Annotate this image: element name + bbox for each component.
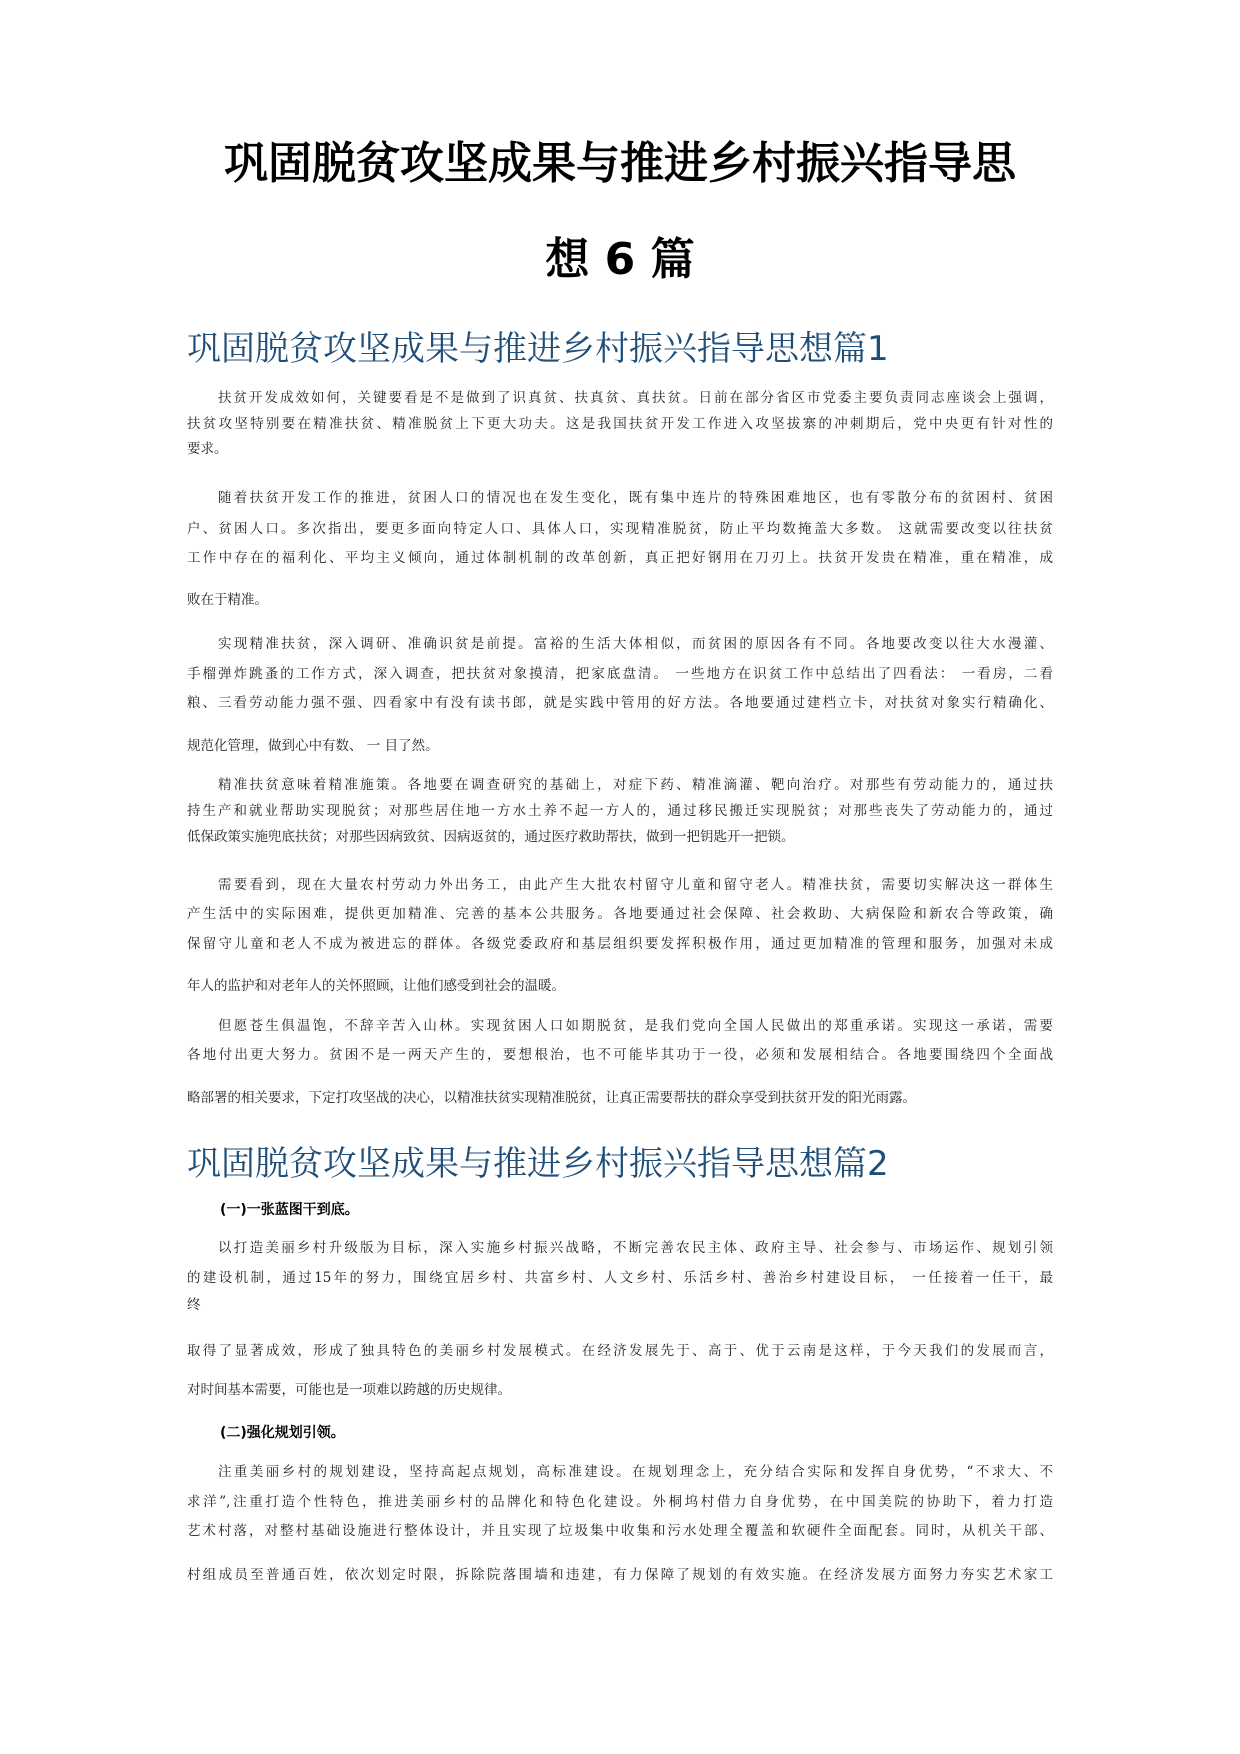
paragraph-line: 产生活中的实际困难，提供更加精准、完善的基本公共服务。各地要通过社会保障、社会救助、大病保险和新农合等政策，确 — [187, 906, 1053, 922]
section-2-heading: 巩固脱贫攻坚成果与推进乡村振兴指导思想篇2 — [187, 1144, 889, 1184]
paragraph-line: 村组成员至普通百姓，依次划定时限，拆除院落围墙和违建，有力保障了规划的有效实施。在经济发展方面努力夯实艺术家工 — [187, 1567, 1053, 1583]
paragraph-line: 户、贫困人口。多次指出，要更多面向特定人口、具体人口，实现精准脱贫，防止平均数掩盖大多数。 这就需要改变以往扶贫 — [187, 521, 1053, 537]
paragraph-line: 扶贫开发成效如何，关键要看是不是做到了识真贫、扶真贫、真扶贫。日前在部分省区市党委主要负责同志座谈会上强调， — [218, 390, 1053, 406]
paragraph-line: 持生产和就业帮助实现脱贫；对那些居住地一方水土养不起一方人的，通过移民搬迁实现脱贫；对那些丧失了劳动能力的，通过 — [187, 803, 1053, 819]
paragraph-line: 以打造美丽乡村升级版为目标，深入实施乡村振兴战略，不断完善农民主体、政府主导、社会参与、市场运作、规划引领 — [218, 1240, 1053, 1256]
paragraph-line: 精准扶贫意味着精准施策。各地要在调查研究的基础上，对症下药、精准滴灌、靶向治疗。对那些有劳动能力的，通过扶 — [218, 777, 1053, 793]
paragraph-line: 败在于精准。 — [187, 592, 268, 608]
paragraph-line: 求洋”,注重打造个性特色，推进美丽乡村的品牌化和特色化建设。外桐坞村借力自身优势，在中国美院的协助下，着力打造 — [187, 1494, 1053, 1510]
subheading-1: (一)一张蓝图干到底。 — [220, 1202, 359, 1218]
paragraph-line: 注重美丽乡村的规划建设，坚持高起点规划，高标准建设。在规划理念上，充分结合实际和发挥自身优势，“不求大、不 — [218, 1464, 1053, 1480]
paragraph-line: 工作中存在的福利化、平均主义倾向，通过体制机制的改革创新，真正把好钢用在刀刃上。扶贫开发贵在精准，重在精准，成 — [187, 550, 1053, 566]
paragraph-line: 年人的监护和对老年人的关怀照顾，让他们感受到社会的温暖。 — [187, 978, 565, 994]
paragraph-line: 要求。 — [187, 441, 228, 457]
paragraph-line: 随着扶贫开发工作的推进，贫困人口的情况也在发生变化，既有集中连片的特殊困难地区，也有零散分布的贫困村、贫困 — [218, 490, 1053, 506]
paragraph-line: 需要看到，现在大量农村劳动力外出务工，由此产生大批农村留守儿童和留守老人。精准扶贫，需要切实解决这一群体生 — [218, 877, 1053, 893]
paragraph-line: 手榴弹炸跳蚤的工作方式，深入调查，把扶贫对象摸清，把家底盘清。 一些地方在识贫工作中总结出了四看法： 一看房，二看 — [187, 666, 1053, 682]
paragraph-line: 终 — [187, 1297, 201, 1313]
paragraph-line: 的建设机制，通过15年的努力，围绕宜居乡村、共富乡村、人文乡村、乐活乡村、善治乡村建设目标， 一任接着一任干，最 — [187, 1270, 1053, 1286]
paragraph-line: 略部署的相关要求，下定打攻坚战的决心，以精准扶贫实现精准脱贫，让真正需要帮扶的群众享受到扶贫开发的阳光雨露。 — [187, 1090, 916, 1106]
document-title-line-2: 想 6 篇 — [545, 234, 695, 285]
paragraph-line: 取得了显著成效，形成了独具特色的美丽乡村发展模式。在经济发展先于、高于、优于云南是这样，于今天我们的发展而言， — [187, 1343, 1053, 1359]
document-title-line-1: 巩固脱贫攻坚成果与推进乡村振兴指导思 — [224, 138, 1016, 189]
section-1-heading: 巩固脱贫攻坚成果与推进乡村振兴指导思想篇1 — [187, 329, 889, 369]
paragraph-line: 保留守儿童和老人不成为被进忘的群体。各级党委政府和基层组织要发挥积极作用，通过更加精准的管理和服务，加强对未成 — [187, 936, 1053, 952]
paragraph-line: 各地付出更大努力。贫困不是一两天产生的，要想根治，也不可能毕其功于一役，必须和发展相结合。各地要围绕四个全面战 — [187, 1047, 1053, 1063]
paragraph-line: 实现精准扶贫，深入调研、准确识贫是前提。富裕的生活大体相似，而贫困的原因各有不同。各地要改变以往大水漫灌、 — [218, 636, 1053, 652]
paragraph-line: 对时间基本需要，可能也是一项难以跨越的历史规律。 — [187, 1382, 511, 1398]
paragraph-line: 扶贫攻坚特别要在精准扶贫、精准脱贫上下更大功夫。这是我国扶贫开发工作进入攻坚拔寨的冲刺期后，党中央更有针对性的 — [187, 416, 1053, 432]
paragraph-line: 艺术村落，对整村基础设施进行整体设计，并且实现了垃圾集中收集和污水处理全覆盖和软硬件全面配套。同时，从机关干部、 — [187, 1523, 1053, 1539]
subheading-2: (二)强化规划引领。 — [220, 1425, 345, 1441]
paragraph-line: 粮、三看劳动能力强不强、四看家中有没有读书郎，就是实践中管用的好方法。各地要通过建档立卡，对扶贫对象实行精确化、 — [187, 695, 1053, 711]
paragraph-line: 规范化管理，做到心中有数、 一 目了然。 — [187, 738, 439, 754]
paragraph-line: 但愿苍生俱温饱，不辞辛苦入山林。实现贫困人口如期脱贫，是我们党向全国人民做出的郑重承诺。实现这一承诺，需要 — [218, 1018, 1053, 1034]
paragraph-line: 低保政策实施兜底扶贫；对那些因病致贫、因病返贫的，通过医疗救助帮扶，做到一把钥匙开一把锁。 — [187, 829, 795, 845]
